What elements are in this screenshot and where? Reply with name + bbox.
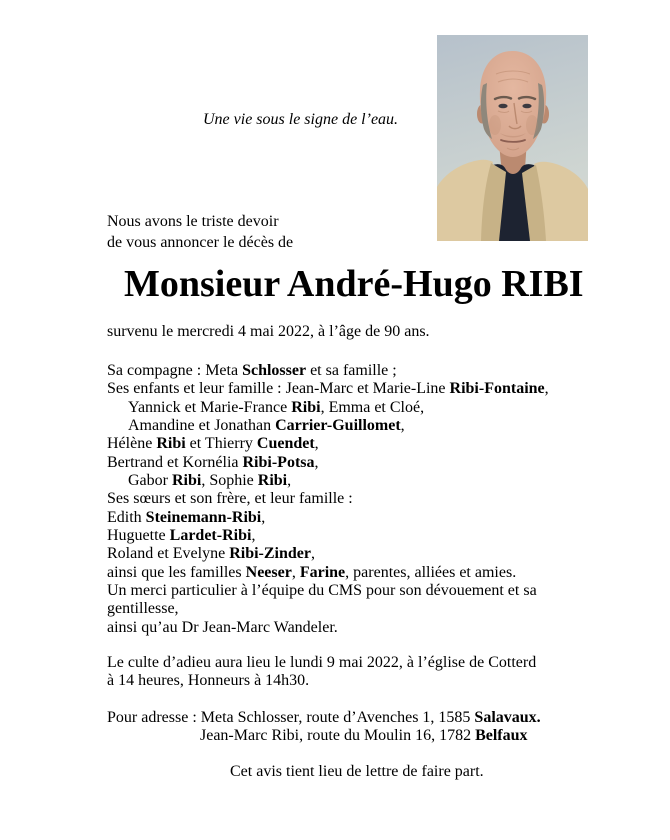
text-segment: Jean-Marc Ribi, route du Moulin 16, 1782 bbox=[200, 727, 476, 745]
family-name-bold: Ribi bbox=[291, 398, 321, 416]
text-line bbox=[107, 672, 536, 690]
family-name-bold: Carrier-Guillomet bbox=[275, 417, 401, 435]
text-segment: ainsi que les familles bbox=[107, 563, 246, 581]
text-segment: Roland et Evelyne bbox=[107, 545, 230, 563]
eye-right bbox=[522, 104, 531, 109]
text-segment: , Emma et Cloé, bbox=[320, 398, 425, 416]
death-date-line: survenu le mercredi 4 mai 2022, à l’âge de 90 ans. bbox=[107, 323, 430, 340]
family-name-bold: Ribi bbox=[257, 472, 288, 490]
family-name-bold: Ribi bbox=[156, 435, 186, 453]
text-line bbox=[107, 472, 549, 490]
cheek-shadow-left bbox=[489, 115, 501, 135]
text-line bbox=[107, 619, 549, 637]
text-line bbox=[107, 454, 549, 472]
family-name-bold: Steinemann-Ribi bbox=[145, 508, 262, 526]
text-segment: Yannick et Marie-France bbox=[128, 398, 292, 416]
family-list bbox=[107, 362, 549, 637]
family-name-bold: Ribi-Fontaine bbox=[449, 380, 545, 398]
text-segment: , bbox=[544, 380, 549, 398]
text-line bbox=[107, 362, 549, 380]
text-line bbox=[107, 654, 536, 672]
text-segment: Le culte d’adieu aura lieu le lundi 9 mai 2022, à l’église de Cotterd bbox=[107, 654, 537, 671]
family-name-bold: Cuendet bbox=[256, 435, 315, 453]
text-segment: , bbox=[314, 453, 319, 471]
text-line bbox=[107, 527, 549, 545]
text-line bbox=[107, 545, 549, 563]
text-segment: Nous avons le triste devoir bbox=[107, 213, 279, 230]
deceased-name-title: Monsieur André-Hugo RIBI bbox=[124, 263, 584, 305]
text-segment: Edith bbox=[107, 508, 146, 526]
text-line bbox=[107, 232, 293, 253]
text-segment: de vous annoncer le décès de bbox=[107, 234, 294, 251]
family-name-bold: Ribi-Potsa bbox=[242, 453, 315, 471]
text-segment: , bbox=[314, 435, 319, 453]
text-segment: gentillesse, bbox=[107, 600, 179, 618]
text-line bbox=[107, 564, 549, 582]
closing-line: Cet avis tient lieu de lettre de faire part. bbox=[230, 763, 484, 780]
text-segment: Ses enfants et leur famille : Jean-Marc et Marie-Line bbox=[107, 380, 450, 398]
text-line bbox=[107, 727, 541, 745]
family-name-bold: Neeser bbox=[245, 563, 292, 581]
ceremony-info bbox=[107, 654, 536, 691]
text-segment: à 14 heures, Honneurs à 14h30. bbox=[107, 672, 310, 690]
eye-left bbox=[498, 104, 507, 109]
text-segment: Amandine et Jonathan bbox=[128, 417, 276, 435]
text-line bbox=[107, 399, 549, 417]
text-segment: Ses sœurs et son frère, et leur famille : bbox=[107, 490, 353, 508]
text-segment: , parentes, alliées et amies. bbox=[345, 563, 517, 581]
text-segment: et sa famille ; bbox=[306, 362, 397, 379]
family-name-bold: Salavaux. bbox=[474, 709, 541, 726]
portrait-illustration bbox=[437, 35, 588, 241]
text-segment: Pour adresse : Meta Schlosser, route d’Avenches 1, 1585 bbox=[107, 709, 475, 726]
text-line bbox=[107, 380, 549, 398]
address-block bbox=[107, 709, 541, 746]
text-segment: , Sophie bbox=[201, 472, 258, 490]
text-segment: Un merci particulier à l’équipe du CMS pour son dévouement et sa bbox=[107, 582, 537, 600]
text-line bbox=[107, 211, 293, 232]
portrait-photo bbox=[437, 35, 588, 241]
family-name-bold: Farine bbox=[299, 563, 346, 581]
text-segment: , bbox=[251, 527, 256, 545]
text-line bbox=[107, 709, 541, 727]
text-segment: Gabor bbox=[128, 472, 172, 490]
text-line bbox=[107, 600, 549, 618]
text-line bbox=[107, 509, 549, 527]
text-segment: , bbox=[261, 508, 266, 526]
family-name-bold: Belfaux bbox=[475, 727, 528, 745]
family-name-bold: Lardet-Ribi bbox=[169, 527, 252, 545]
text-segment: ainsi qu’au Dr Jean-Marc Wandeler. bbox=[107, 618, 338, 636]
text-segment: , bbox=[400, 417, 405, 435]
cheek-shadow-right bbox=[526, 115, 538, 135]
family-name-bold: Ribi-Zinder bbox=[229, 545, 311, 563]
text-line bbox=[107, 417, 549, 435]
text-segment: Bertrand et Kornélia bbox=[107, 453, 243, 471]
intro-lines bbox=[107, 211, 293, 253]
text-line bbox=[107, 435, 549, 453]
family-name-bold: Ribi bbox=[171, 472, 202, 490]
text-segment: , bbox=[291, 563, 300, 581]
text-segment: Huguette bbox=[107, 527, 170, 545]
family-name-bold: Schlosser bbox=[242, 362, 307, 379]
text-segment: Hélène bbox=[107, 435, 157, 453]
text-segment: , bbox=[310, 545, 315, 563]
text-segment: , bbox=[287, 472, 292, 490]
text-segment: Sa compagne : Meta bbox=[107, 362, 243, 379]
epigraph: Une vie sous le signe de l’eau. bbox=[203, 111, 399, 128]
text-line bbox=[107, 490, 549, 508]
text-line bbox=[107, 582, 549, 600]
text-segment: et Thierry bbox=[185, 435, 257, 453]
